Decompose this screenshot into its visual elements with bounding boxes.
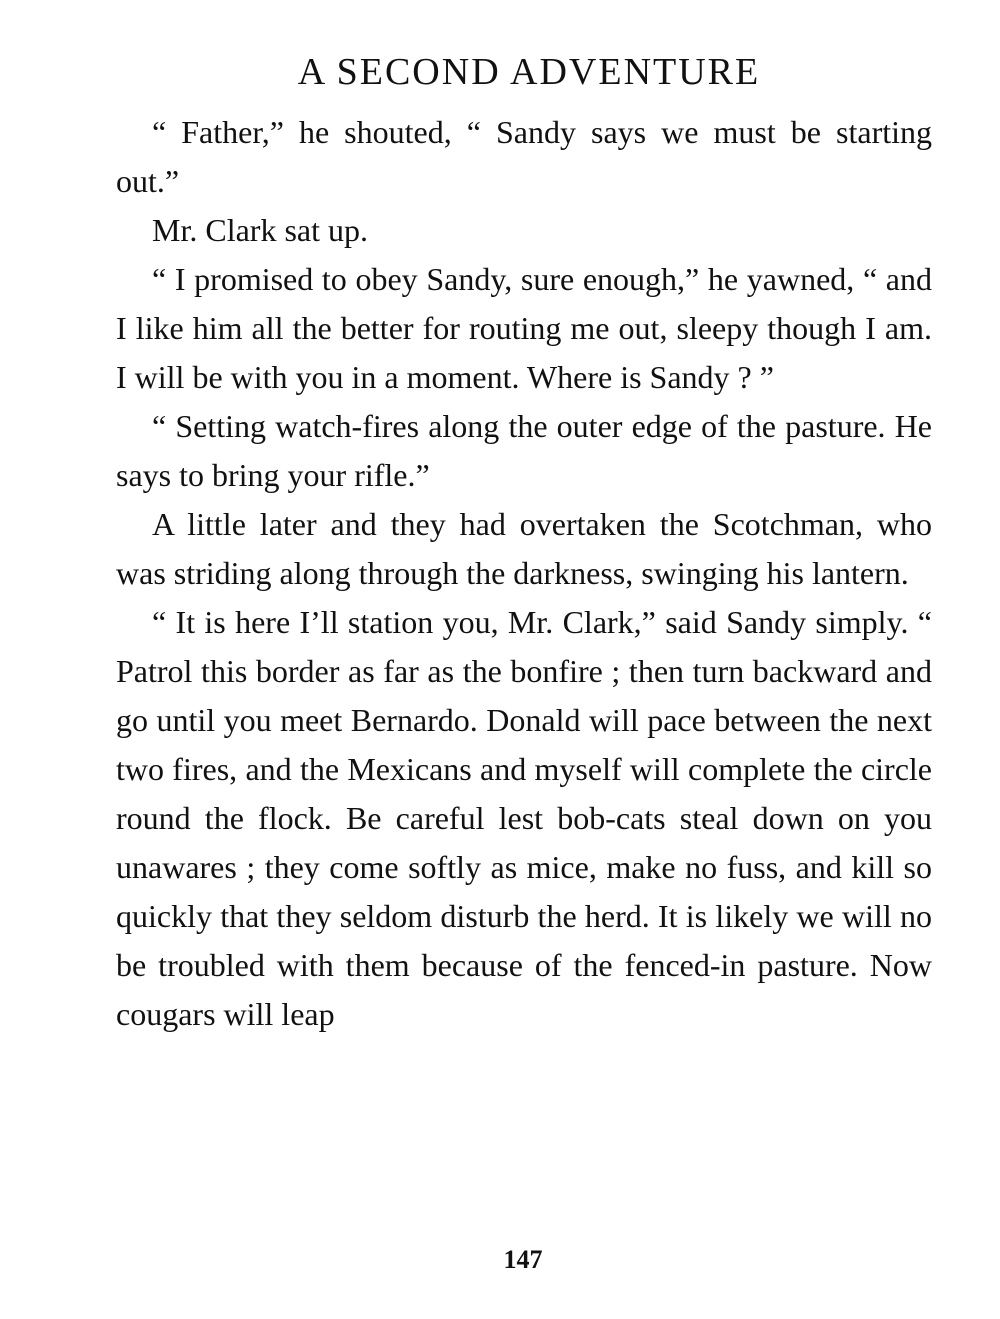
paragraph: A little later and they had overtaken the Scotchman, who was striding along through the darkness, swinging his lantern. <box>116 506 932 591</box>
page-number: 147 <box>503 1245 543 1274</box>
book-page <box>116 50 932 1039</box>
paragraph: “ It is here I’ll station you, Mr. Clark,” said Sandy simply. “ Patrol this border as far as the bonfire ; then turn backward and go until you meet Bernardo. Donald will pace between the next two fires, and the Mexicans and myself will complete the circle round the flock. Be careful lest bob-cats steal down on you unawares ; they come softly as mice, make no fuss, and kill so quickly that they seldom disturb the herd. It is likely we will no be troubled with them because of the fenced-in pasture. Now cougars will leap <box>116 604 932 1032</box>
paragraph: “ I promised to obey Sandy, sure enough,” he yawned, “ and I like him all the better for routing me out, sleepy though I am. I will be with you in a moment. Where is Sandy ? ” <box>116 261 932 395</box>
paragraph: “ Father,” he shouted, “ Sandy says we must be starting out.” <box>116 114 932 199</box>
paragraph: “ Setting watch-fires along the outer edge of the pasture. He says to bring your rifle.” <box>116 408 932 493</box>
paragraph: Mr. Clark sat up. <box>152 212 368 248</box>
running-head: A SECOND ADVENTURE <box>297 51 761 93</box>
body-text <box>116 108 932 1039</box>
